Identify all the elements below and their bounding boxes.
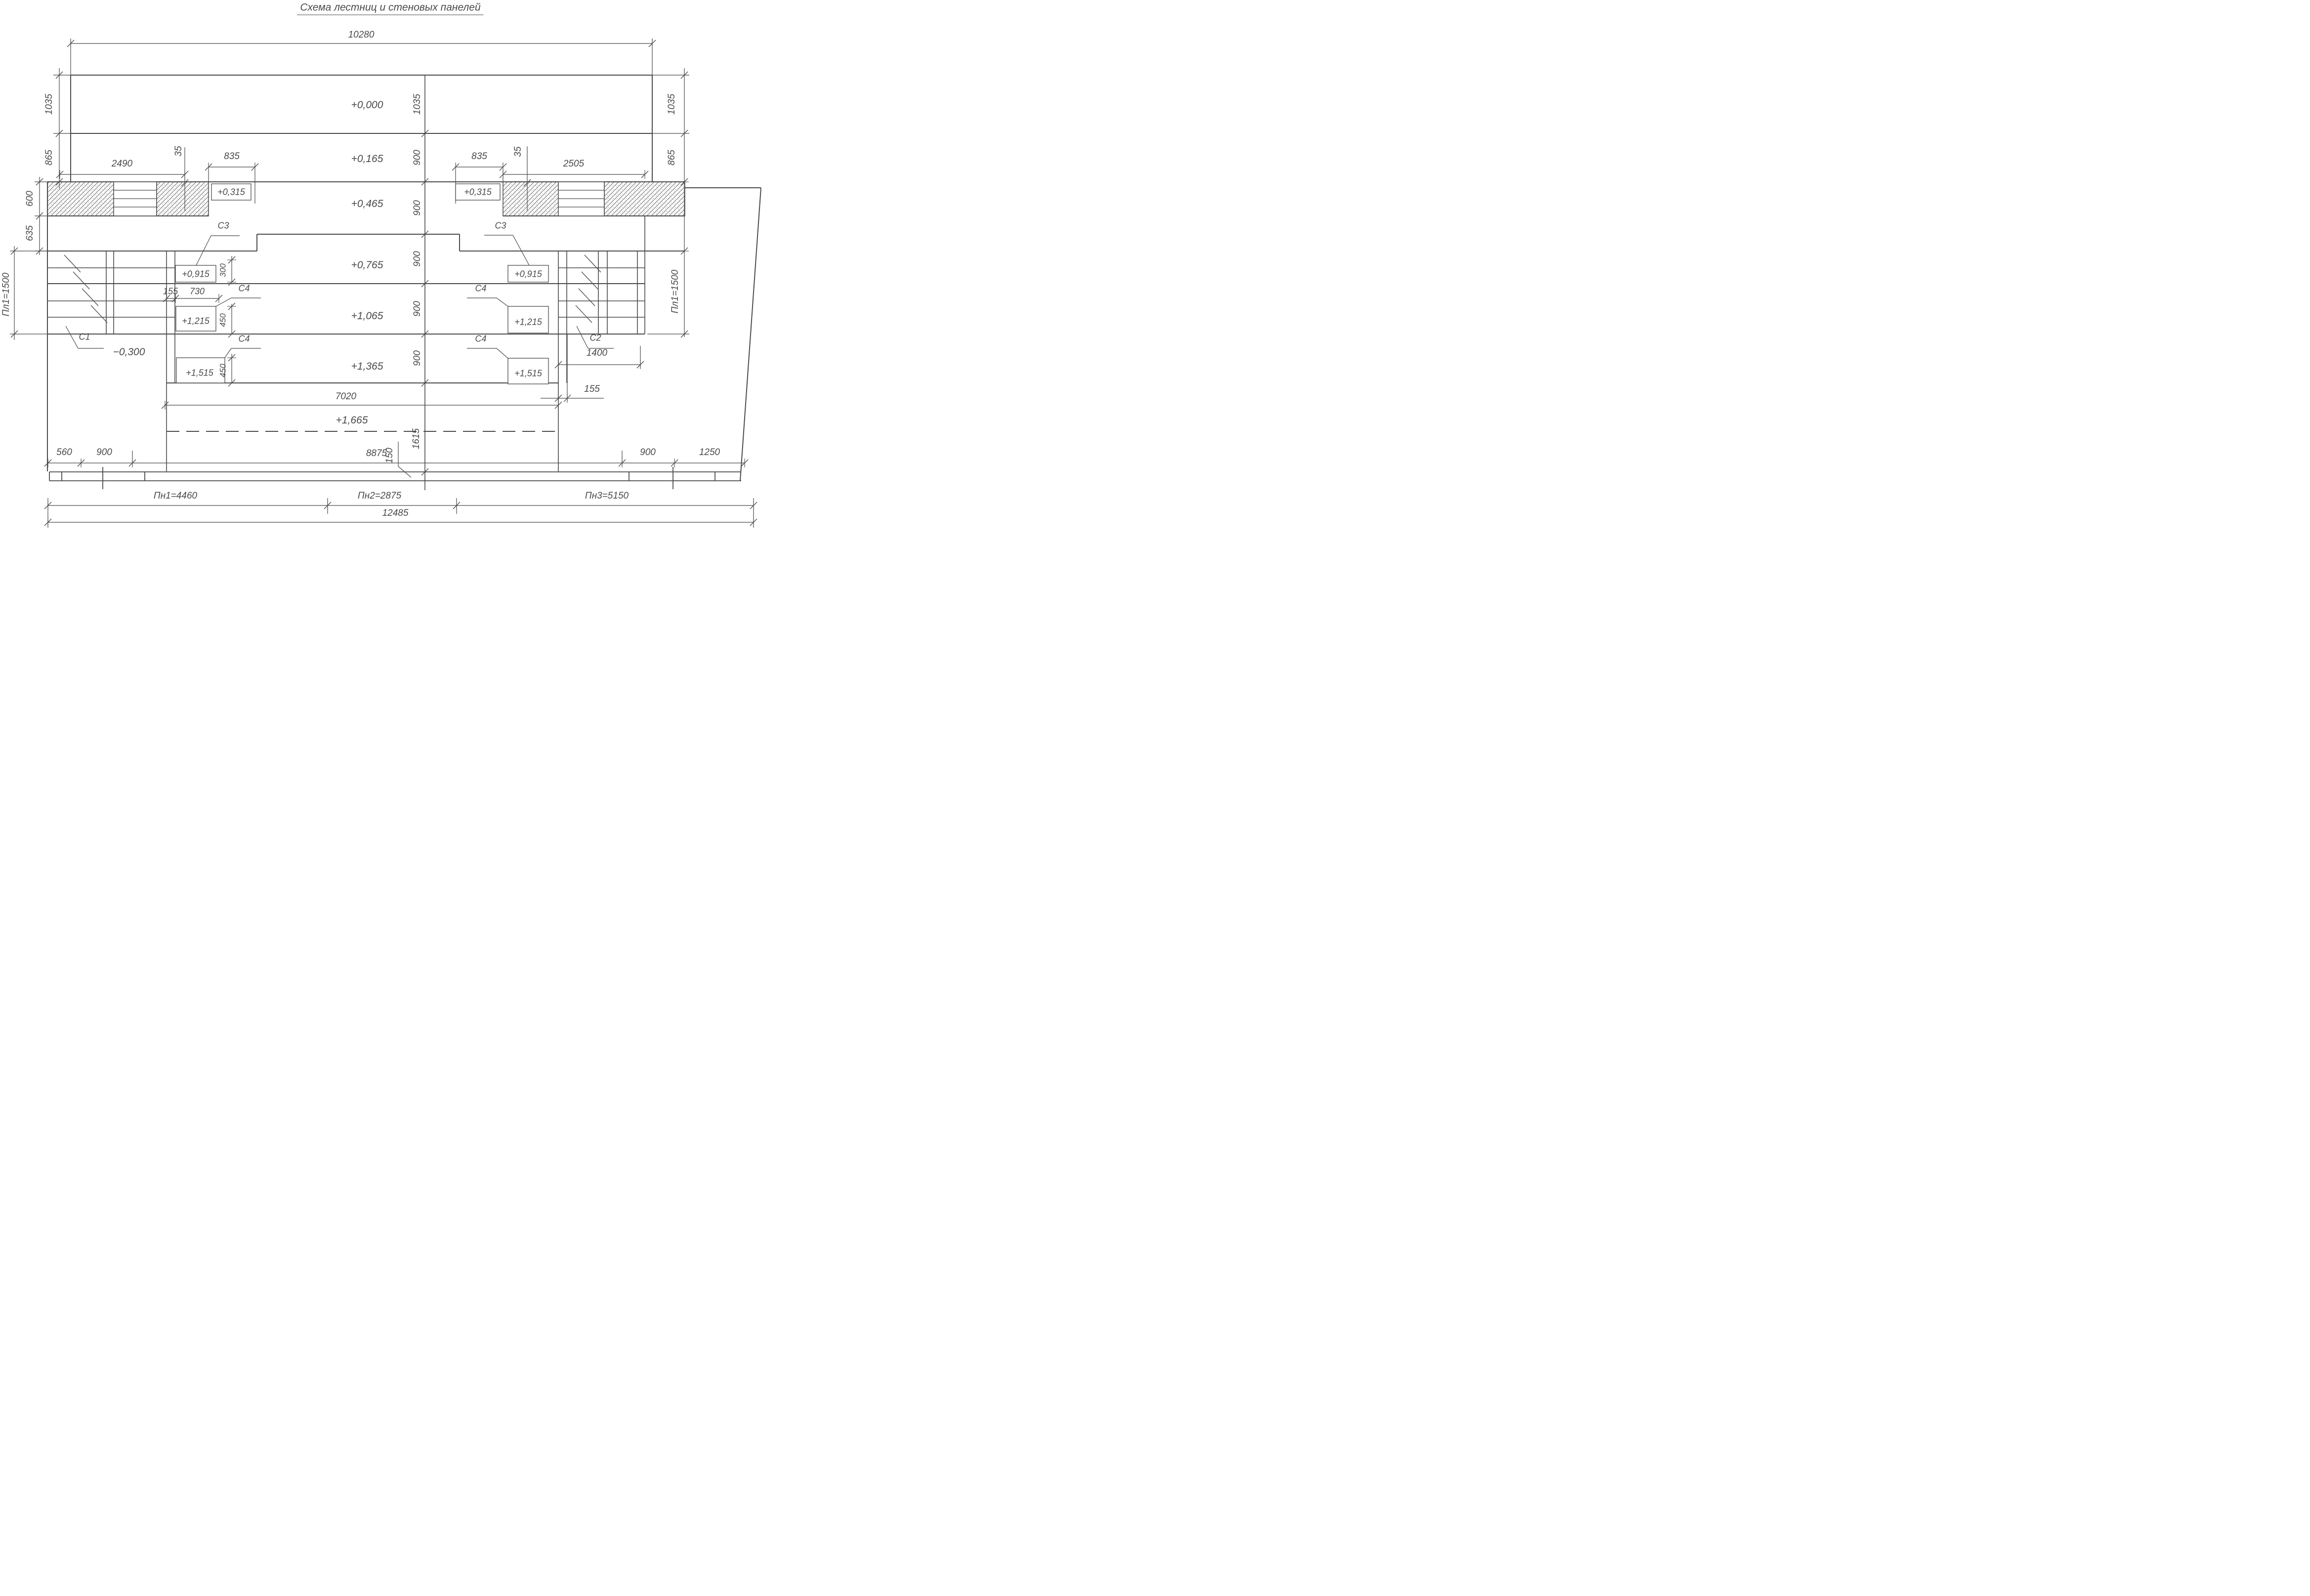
elevation-box-1515-left: +1,515 [186,368,213,378]
dim-865-right: 865 [667,150,677,166]
right-stair [558,216,645,471]
dim-150: 150 [384,448,395,463]
dim-8875: 8875 [366,448,387,459]
dim-1035-center: 1035 [412,93,422,115]
main-outline [47,75,761,481]
dim-pl1-right: Пл1=1500 [670,269,680,314]
dim-865-left: 865 [44,150,54,166]
left-stair-break-marks [64,255,107,323]
schematic-linework [0,0,763,528]
dim-1615: 1615 [411,428,421,450]
dim-1400: 1400 [586,348,608,358]
dim-450-lower: 450 [218,364,228,378]
mark-c3-right: С3 [495,220,506,231]
dim-300: 300 [218,263,228,277]
dim-560: 560 [56,447,72,458]
elevation-0000: +0,000 [351,99,383,111]
dim-2505: 2505 [563,159,585,169]
dim-1250: 1250 [699,447,720,458]
mark-c2: С2 [589,333,601,343]
elevation-1665: +1,665 [336,415,368,426]
dim-12485: 12485 [382,508,409,518]
dim-900-bottom-left: 900 [96,447,112,458]
elevation-box-1215-right: +1,215 [514,317,542,327]
dim-900-c5: 900 [412,350,422,366]
dim-450-upper: 450 [218,313,228,327]
mark-c1: С1 [79,332,90,342]
dim-top-10280: 10280 [348,30,375,40]
drawing-title: Схема лестниц и стеновых панелей [297,2,483,15]
dim-2490: 2490 [111,159,133,169]
dim-1035-left: 1035 [44,93,54,115]
dim-35-left: 35 [173,146,184,157]
dim-155-left: 155 [163,286,178,296]
elevation-1365: +1,365 [351,361,383,372]
elevation-box-1215-left: +1,215 [182,316,210,326]
leader-lines [66,235,614,358]
elevation-box-0915-right: +0,915 [514,269,542,279]
dim-900-bottom-right: 900 [640,447,656,458]
dim-600: 600 [25,191,35,207]
dim-635: 635 [25,225,35,241]
elevation-minus-0300: −0,300 [113,346,145,358]
axis-pn1: Пн1=4460 [153,491,198,501]
elevation-0465: +0,465 [351,198,383,210]
mark-c4-right-upper: С4 [475,283,487,294]
elevation-0765: +0,765 [351,259,383,271]
elevation-1065: +1,065 [351,310,383,322]
dim-35-right: 35 [513,146,523,157]
mark-c4-left-lower: С4 [238,334,250,344]
dim-900-c3: 900 [412,251,422,267]
bottom-strip [49,467,741,489]
elevation-box-0315-left: +0,315 [217,187,245,197]
dim-730: 730 [189,286,205,296]
dim-155-right: 155 [584,384,600,394]
dim-900-c1: 900 [412,150,422,166]
dim-835-left: 835 [224,151,240,162]
right-stair-break-marks [576,255,601,323]
elevation-box-0315-right: +0,315 [464,187,492,197]
mark-c4-left-upper: С4 [238,283,250,294]
axis-pn3: Пн3=5150 [585,491,629,501]
axis-pn2: Пн2=2875 [357,491,402,501]
elevation-box-0915-left: +0,915 [182,269,210,279]
elevation-0165: +0,165 [351,153,383,165]
dim-900-c4: 900 [412,301,422,317]
dim-1035-right: 1035 [667,93,677,115]
dim-7020: 7020 [335,391,357,402]
stair-wall-panel-scheme [0,0,763,528]
elevation-box-1515-right: +1,515 [514,368,542,378]
mark-c3-left: С3 [217,220,229,231]
dim-900-c2: 900 [412,200,422,216]
mark-c4-right-lower: С4 [475,334,487,344]
dim-pl1-left: Пл1=1500 [1,272,11,317]
dim-835-right: 835 [471,151,487,162]
